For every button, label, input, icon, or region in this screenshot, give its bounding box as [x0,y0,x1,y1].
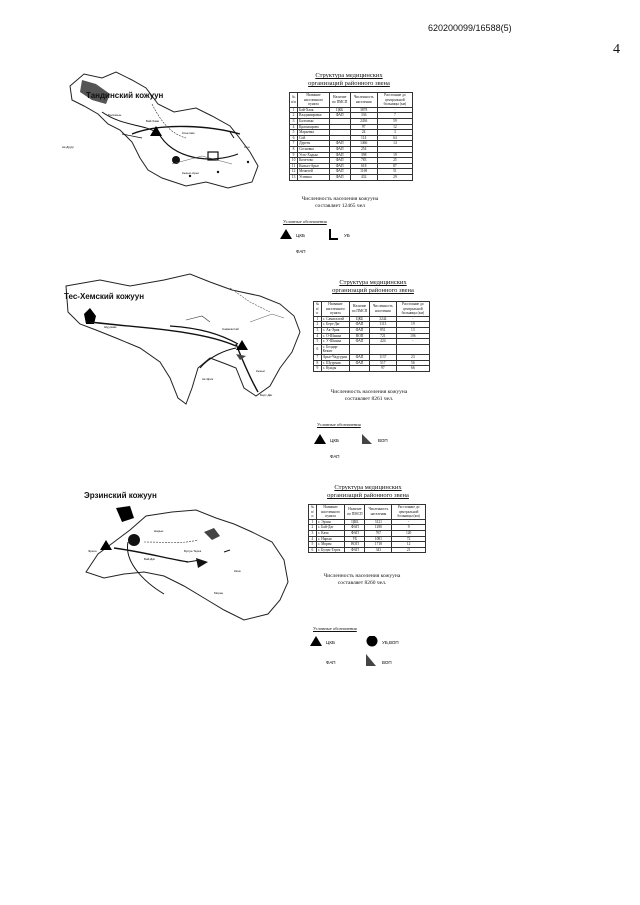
population-note: Численность населения кожууна составляет 12465 чел [301,196,379,209]
corner-icon [330,229,338,239]
medical-structure-table [313,301,430,372]
legend-label: ЦКБ [330,438,339,443]
table-cell: 9 [290,152,298,158]
data-table [289,92,413,181]
table-cell: ФАП [329,158,350,164]
map-title: Тес-Хемский кожуун [64,292,145,301]
map-label: Кызыл [256,369,266,373]
table-cell: 851 [370,327,397,333]
table-cell: 2 [290,113,298,119]
table-cell: 25 [377,158,412,164]
table-cell: 66 [396,366,429,372]
table-cell: ФАП [349,327,369,333]
table-cell: 398 [350,152,377,158]
table-header-cell: Расстояние до центральной больницы (км) [392,505,426,520]
table-cell: 767 [365,530,392,536]
table-cell: 343 [365,547,392,553]
legend-title: Условные обозначения [317,422,361,427]
legend-label: УБ,ВОП [382,640,399,645]
hatched-triangle-icon [366,654,376,666]
table-cell: 3121 [365,519,392,525]
table-cell: 2436 [350,118,377,124]
table-cell: ВОП [349,333,369,339]
circle-icon [367,636,378,647]
table-cell: 29 [377,174,412,180]
map-label: Эрзин [88,549,97,553]
table-cell: 5 [309,542,317,548]
table-cell: Марьевка [298,130,330,136]
table-cell: Бай-Хаак [298,107,330,113]
table-cell: 1137 [370,354,397,360]
map-erzinsky [84,502,294,624]
table-cell: ФАП [329,152,350,158]
population-note: Численность населения кожууна составляет 8260 чел. [323,573,401,586]
table-cell: 1113 [370,322,397,328]
table-cell: 783 [350,158,377,164]
table-cell: 336 [350,113,377,119]
table-cell: 12 [377,124,412,130]
table-cell: 1466 [350,141,377,147]
table-cell: с. Нарын [316,536,344,542]
table-header-cell: Наличие по ПМСП [345,505,365,520]
table-cell [349,344,369,354]
triangle-icon [310,636,322,646]
table-cell: 8 [290,146,298,152]
table-cell: ЦКБ [329,107,350,113]
table-cell: Кызыл-Арыг [298,163,330,169]
table-cell: ЦКБ [345,519,365,525]
table-cell: ФАП [329,113,350,119]
table-cell: 7 [377,113,412,119]
table-cell: 7 [314,354,322,360]
table-cell: 97 [350,124,377,130]
table-header-cell: Численность населения [370,302,397,317]
table-cell: ФАП [349,354,369,360]
table-cell: ФАП [349,339,369,345]
table-cell: 24 [350,130,377,136]
table-cell: - [377,107,412,113]
table-cell: 97 [370,366,397,372]
medical-structure-table [308,504,426,553]
table-cell: ФАП [329,141,350,147]
table-header-row [314,302,430,317]
table-cell: 106 [396,333,429,339]
table-cell: 1169 [350,169,377,175]
table-cell: Успенка [298,174,330,180]
map-title: Эрзинский кожуун [84,491,157,500]
table-cell: 3 [314,327,322,333]
map-label: Ак-Дуруг [62,145,75,149]
table-cell: 87 [377,163,412,169]
table-cell: ФАП [345,525,365,531]
legend-label: ВОП [382,660,392,665]
table-header-cell: № п/п [290,93,298,108]
table-cell: с. Белдир-Кежиг [321,344,349,354]
table-cell: 4 [309,536,317,542]
table-cell: 9 [314,366,322,372]
table-cell: Арыг-Чадууран [321,354,349,360]
table-cell: с. Эрзин [316,519,344,525]
table-row [309,547,426,553]
table-cell: 3 [290,118,298,124]
table-cell: 3244 [370,316,397,322]
legend [280,229,390,259]
table-cell: с. Бай-Даг [316,525,344,531]
table-cell: с. Шуурмак [321,360,349,366]
table-header-cell: Название населенного пункта [316,505,344,520]
table-row [290,174,413,180]
table-cell: 2 [309,525,317,531]
table-header-cell: Расстояние до центральной больницы (км) [396,302,429,317]
table-title: Структура медицинских организаций районного звена [332,279,414,294]
table-cell: УБ [345,536,365,542]
table-header-cell: Название населенного пункта [321,302,349,317]
table-cell: 721 [370,333,397,339]
table-title: Структура медицинских организаций районного звена [327,484,409,499]
legend-label: УБ [344,233,350,238]
map-tes-khemsky [60,268,310,410]
table-cell: ФАП [329,174,350,180]
table-cell: 12 [392,542,426,548]
legend-title: Условные обозначения [283,219,327,224]
table-cell: 1 [290,107,298,113]
table-cell: 2 [314,322,322,328]
table-header-cell: Численность населения [350,93,377,108]
table-cell: ФАП [329,146,350,152]
table-cell: ФАП [349,360,369,366]
table-row [314,344,430,354]
table-cell: 424 [370,339,397,345]
table-cell: 1 [309,519,317,525]
table-header-cell: Название населенного пункта [298,93,330,108]
legend-label: ФАП [296,249,306,254]
table-cell: с. Кунды [321,366,349,372]
table-cell: 19 [396,322,429,328]
table-cell: 23 [396,354,429,360]
table-cell: 10 [290,158,298,164]
table-cell: 3878 [350,107,377,113]
table-cell: 59 [377,118,412,124]
map-label: Шуурмак [104,325,117,329]
table-cell: ФАП [329,169,350,175]
table-cell: 114 [350,135,377,141]
table-cell: Кочетово [298,158,330,164]
table-cell: - [396,339,429,345]
table-cell: Владимировка [298,113,330,119]
table-cell: 72 [392,536,426,542]
table-cell: ФАП [349,322,369,328]
table-cell: 64 [377,135,412,141]
table-cell: 1718 [365,542,392,548]
table-cell: с. Ак-Эрик [321,327,349,333]
map-label: Бай-Даг [144,557,156,561]
table-cell: 14 [377,141,412,147]
table-cell: ФАП [329,163,350,169]
table-cell: 1081 [365,536,392,542]
table-cell: 7 [290,141,298,147]
table-cell: 11 [290,163,298,169]
medical-structure-table [289,92,413,181]
legend-title: Условные обозначения [313,626,357,631]
table-header-cell: Численность населения [365,505,392,520]
map-label: Кача [234,569,241,573]
table-cell: 5 [290,130,298,136]
table-cell: с. Морен [316,542,344,548]
table-cell: 13 [290,174,298,180]
table-cell: ФАП [345,547,365,553]
table-cell: 51 [377,169,412,175]
table-cell: Сосновка [298,146,330,152]
table-row [314,366,430,372]
map-label: Булун-Терек [184,549,202,553]
table-header-cell: № п/п [314,302,322,317]
table-cell: Балгазын [298,118,330,124]
population-note: Численность населения кожууна составляет 8261 чел. [330,389,408,402]
document-id: 620200099/16588(5) [428,23,512,33]
table-cell: 4 [314,333,322,339]
table-cell: с. Кача [316,530,344,536]
table-cell: 21 [392,547,426,553]
table-cell: 13 [396,327,429,333]
table-cell: 6 [290,135,298,141]
table-cell: 120 [392,530,426,536]
legend-label: ЦКБ [296,233,305,238]
map-label: Самагалтай [222,327,239,331]
table-header-cell: Наличие по ПМСП [349,302,369,317]
map-label: Бай-Хаак [146,119,159,123]
table-cell: Красноярова [298,124,330,130]
map-tandinsky [62,64,272,196]
map-label: Балгазын [108,113,122,117]
table-cell: 517 [370,360,397,366]
table-cell: 618 [350,163,377,169]
table-title: Структура медицинских организаций районного звена [308,72,390,87]
table-cell: 3 [309,530,317,536]
map-label: Нарын [154,529,164,533]
triangle-icon [280,229,292,239]
map-label: Кызыл-Арыг [182,171,200,175]
table-cell: Усть-Хадын [298,152,330,158]
table-cell: ФАП [345,530,365,536]
table-cell: Межегей [298,169,330,175]
map-label: Морен [214,591,224,595]
map-label: Берт-Даг [260,393,273,397]
table-cell: 9 [392,525,426,531]
table-cell: 1290 [365,525,392,531]
triangle-icon [314,434,326,444]
legend-label: ФАП [326,660,336,665]
map-label: Кочетово [182,131,195,135]
table-cell: 3 [377,130,412,136]
table-cell: 4 [290,124,298,130]
table-header-row [309,505,426,520]
table-cell: 6 [309,547,317,553]
table-header-row [290,93,413,108]
hatched-triangle-icon [362,434,372,444]
table-cell: 12 [290,169,298,175]
legend-label: ФАП [330,454,340,459]
table-cell: 56 [396,360,429,366]
table-cell [370,344,397,354]
table-cell [396,344,429,354]
table-cell: 19 [377,152,412,158]
legend [310,636,430,672]
table-cell: 5 [314,339,322,345]
table-cell: с. Булун-Терек [316,547,344,553]
legend [314,434,424,464]
table-header-cell: № п/п [309,505,317,520]
table-cell: 8 [314,360,322,366]
table-header-cell: Наличие по ПМСП [329,93,350,108]
table-cell: 254 [350,146,377,152]
map-title: Тандинский кожуун [86,91,164,100]
table-cell: - [392,519,426,525]
table-cell: ВОП [345,542,365,548]
legend-label: ЦКБ [326,640,335,645]
table-cell: с. Берт-Даг [321,322,349,328]
legend-label: ВОП [378,438,388,443]
table-cell: с. О-Шынаа [321,333,349,339]
table-cell: с. У-Шынаа [321,339,349,345]
table-cell [349,366,369,372]
table-cell: Сой [298,135,330,141]
page-number: 4 [613,42,620,57]
table-cell: Дурген [298,141,330,147]
table-cell: - [396,316,429,322]
table-cell: с. Самагалтай [321,316,349,322]
table-cell: 1 [314,316,322,322]
table-cell: 432 [350,174,377,180]
table-header-cell: Расстояние до центральной больницы (км) [377,93,412,108]
table-cell: 6 [314,344,322,354]
data-table [308,504,426,553]
map-label: Ак-Эрик [202,377,214,381]
table-cell: ЦКБ [349,316,369,322]
map-label: Сон [244,145,250,149]
data-table [313,301,430,372]
